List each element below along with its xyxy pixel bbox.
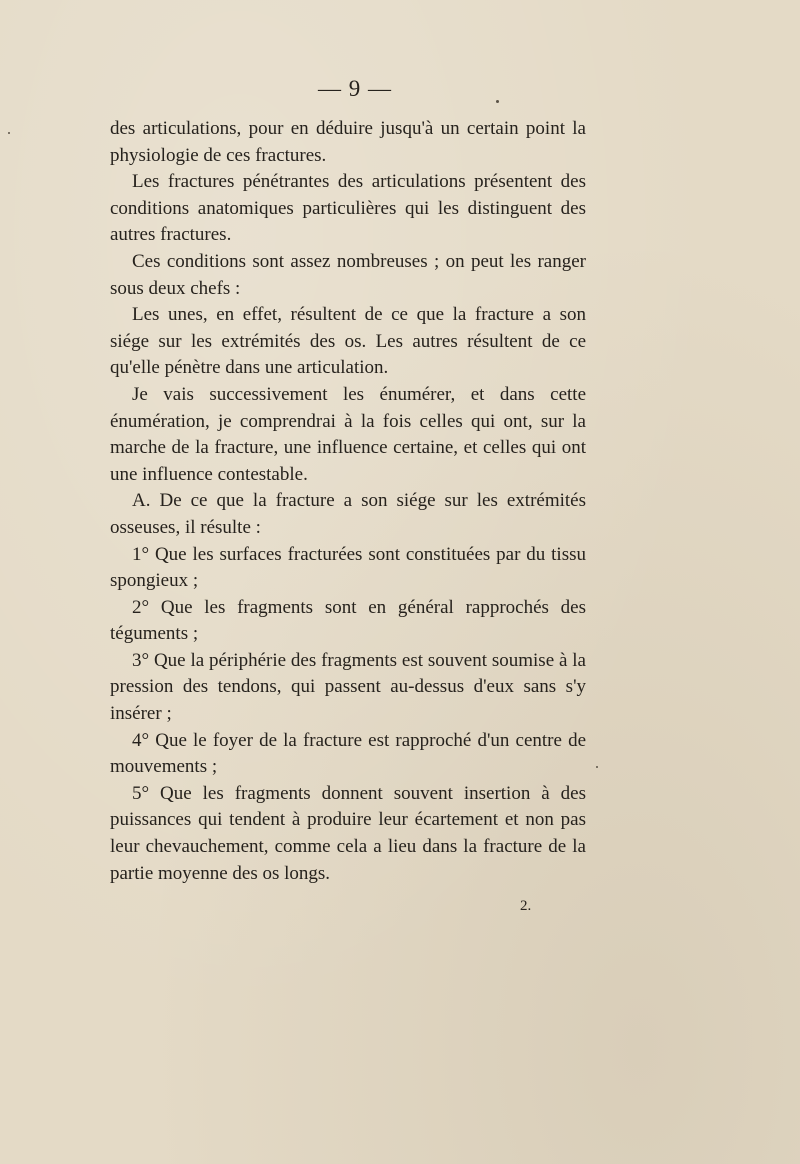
signature-mark: 2. [520, 898, 532, 914]
paragraph-5: Je vais successivement les énumérer, et dans cette énumération, je comprendrai à la fois celles qui ont, sur la marche de la fracture, une influence certaine, et celles qui ont une influence contestable. [110, 383, 586, 485]
paragraph-1: des articulations, pour en déduire jusqu'à un certain point la physiologie de ces fractures. [110, 118, 586, 166]
list-item-2: 2° Que les fragments sont en général rapprochés des téguments ; [110, 596, 586, 645]
paper-speck [596, 766, 598, 768]
page-number: — 9 — [318, 76, 392, 101]
paragraph-2: Les fractures pénétrantes des articulations présentent des conditions anatomiques particulières qui les distinguent des autres fractures. [110, 171, 586, 246]
paper-speck [8, 132, 10, 134]
list-item-5: 5° Que les fragments donnent souvent insertion à des puissances qui tendent à produire leur écartement et non pas leur chevauchement, comme cela a lieu dans la fracture de la partie moyenne des os longs. [110, 782, 586, 884]
paper-speck [496, 100, 499, 103]
paragraph-4: Les unes, en effet, résultent de ce que la fracture a son siége sur les extrémités des os. Les autres résultent de ce qu'elle pénètre dans une articulation. [110, 304, 586, 379]
list-item-1: 1° Que les surfaces fracturées sont constituées par du tissu spongieux ; [110, 543, 586, 592]
paragraph-3: Ces conditions sont assez nombreuses ; on peut les ranger sous deux chefs : [110, 250, 586, 299]
paragraph-6: A. De ce que la fracture a son siége sur les extrémités osseuses, il résulte : [110, 490, 586, 538]
list-item-4: 4° Que le foyer de la fracture est rapproché d'un centre de mouvements ; [110, 729, 586, 778]
list-item-3: 3° Que la périphérie des fragments est souvent soumise à la pression des tendons, qui passent au-dessus d'eux sans s'y insérer ; [110, 649, 586, 725]
body-text [110, 116, 586, 887]
